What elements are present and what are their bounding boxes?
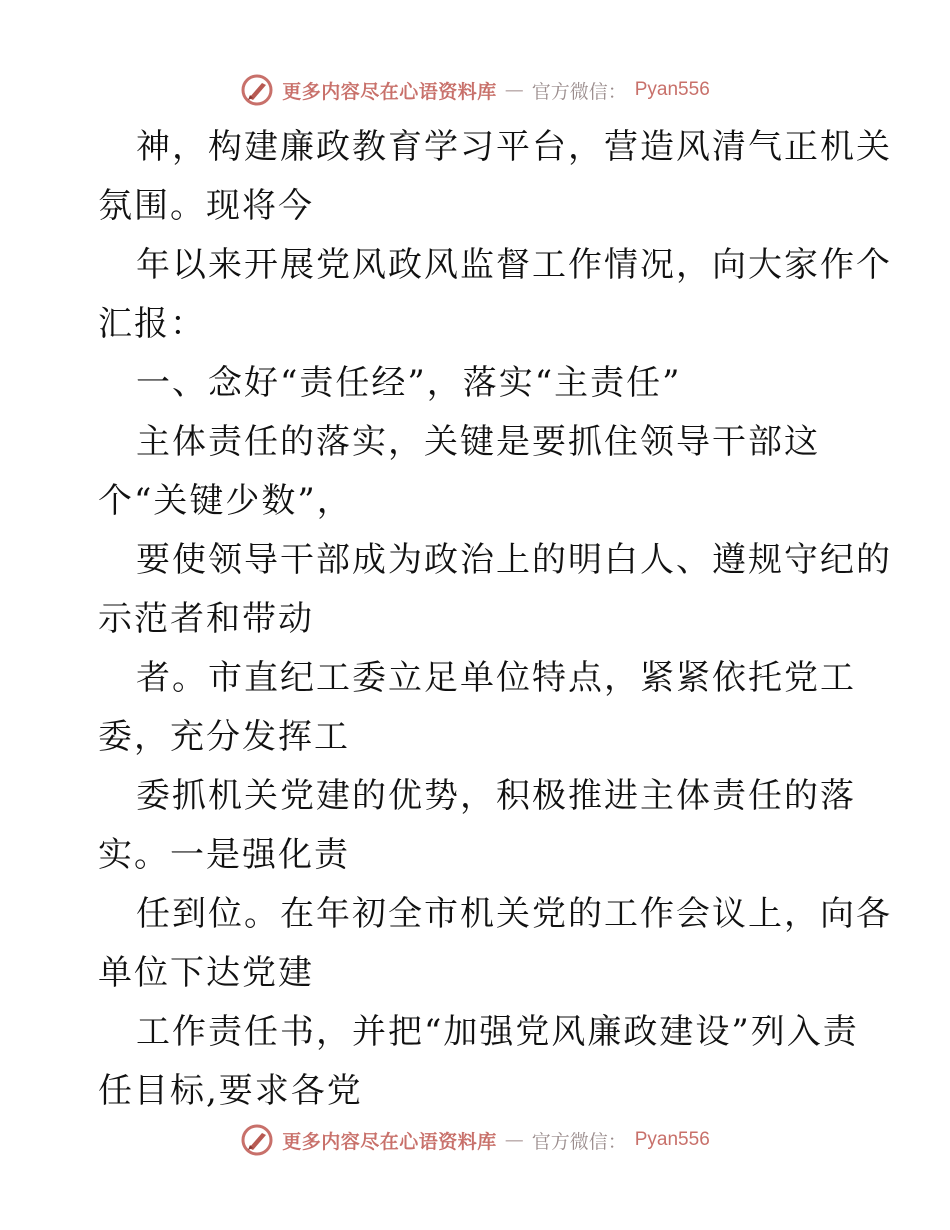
paragraph-line: 神，构建廉政教育学习平台，营造风清气正机关 <box>136 127 892 167</box>
paragraph-line: 单位下达党建 <box>98 953 314 993</box>
quill-pen-logo-icon <box>240 73 274 107</box>
banner-wechat-account: Pyan556 <box>634 1129 710 1150</box>
banner-site-text: 更多内容尽在心语资料库 <box>282 1130 497 1153</box>
document-body <box>98 118 892 1121</box>
paragraph-line: 示范者和带动 <box>98 599 314 639</box>
paragraph-line: 委抓机关党建的优势，积极推进主体责任的落 <box>136 776 856 816</box>
footer-banner <box>0 1120 950 1160</box>
paragraph-line: 委，充分发挥工 <box>98 717 350 757</box>
banner-wechat-label: 官方微信： <box>531 1130 627 1153</box>
banner-wechat-account: Pyan556 <box>634 79 710 100</box>
header-banner <box>0 70 950 110</box>
paragraph-line: 主体责任的落实，关键是要抓住领导干部这 <box>136 422 820 462</box>
paragraph-line: 者。市直纪工委立足单位特点，紧紧依托党工 <box>136 658 856 698</box>
banner-dash: — <box>504 1129 524 1151</box>
paragraph-line: 任到位。在年初全市机关党的工作会议上，向各 <box>136 894 892 934</box>
banner-site-text: 更多内容尽在心语资料库 <box>282 80 497 103</box>
banner-dash: — <box>504 79 524 101</box>
paragraph-line: 工作责任书，并把“加强党风廉政建设”列入责 <box>136 1012 859 1052</box>
banner-wechat-label: 官方微信： <box>531 80 627 103</box>
paragraph-line: 氛围。现将今 <box>98 186 314 226</box>
paragraph-line: 年以来开展党风政风监督工作情况，向大家作个 <box>136 245 892 285</box>
paragraph-line: 实。一是强化责 <box>98 835 350 875</box>
quill-pen-logo-icon <box>240 1123 274 1157</box>
paragraph-line: 一、念好“责任经”，落实“主责任” <box>136 363 682 403</box>
paragraph-line: 个“关键少数”， <box>98 481 353 521</box>
paragraph-line: 要使领导干部成为政治上的明白人、遵规守纪的 <box>136 540 892 580</box>
paragraph-line: 任目标,要求各党 <box>98 1071 363 1111</box>
paragraph-line: 汇报： <box>98 304 206 344</box>
